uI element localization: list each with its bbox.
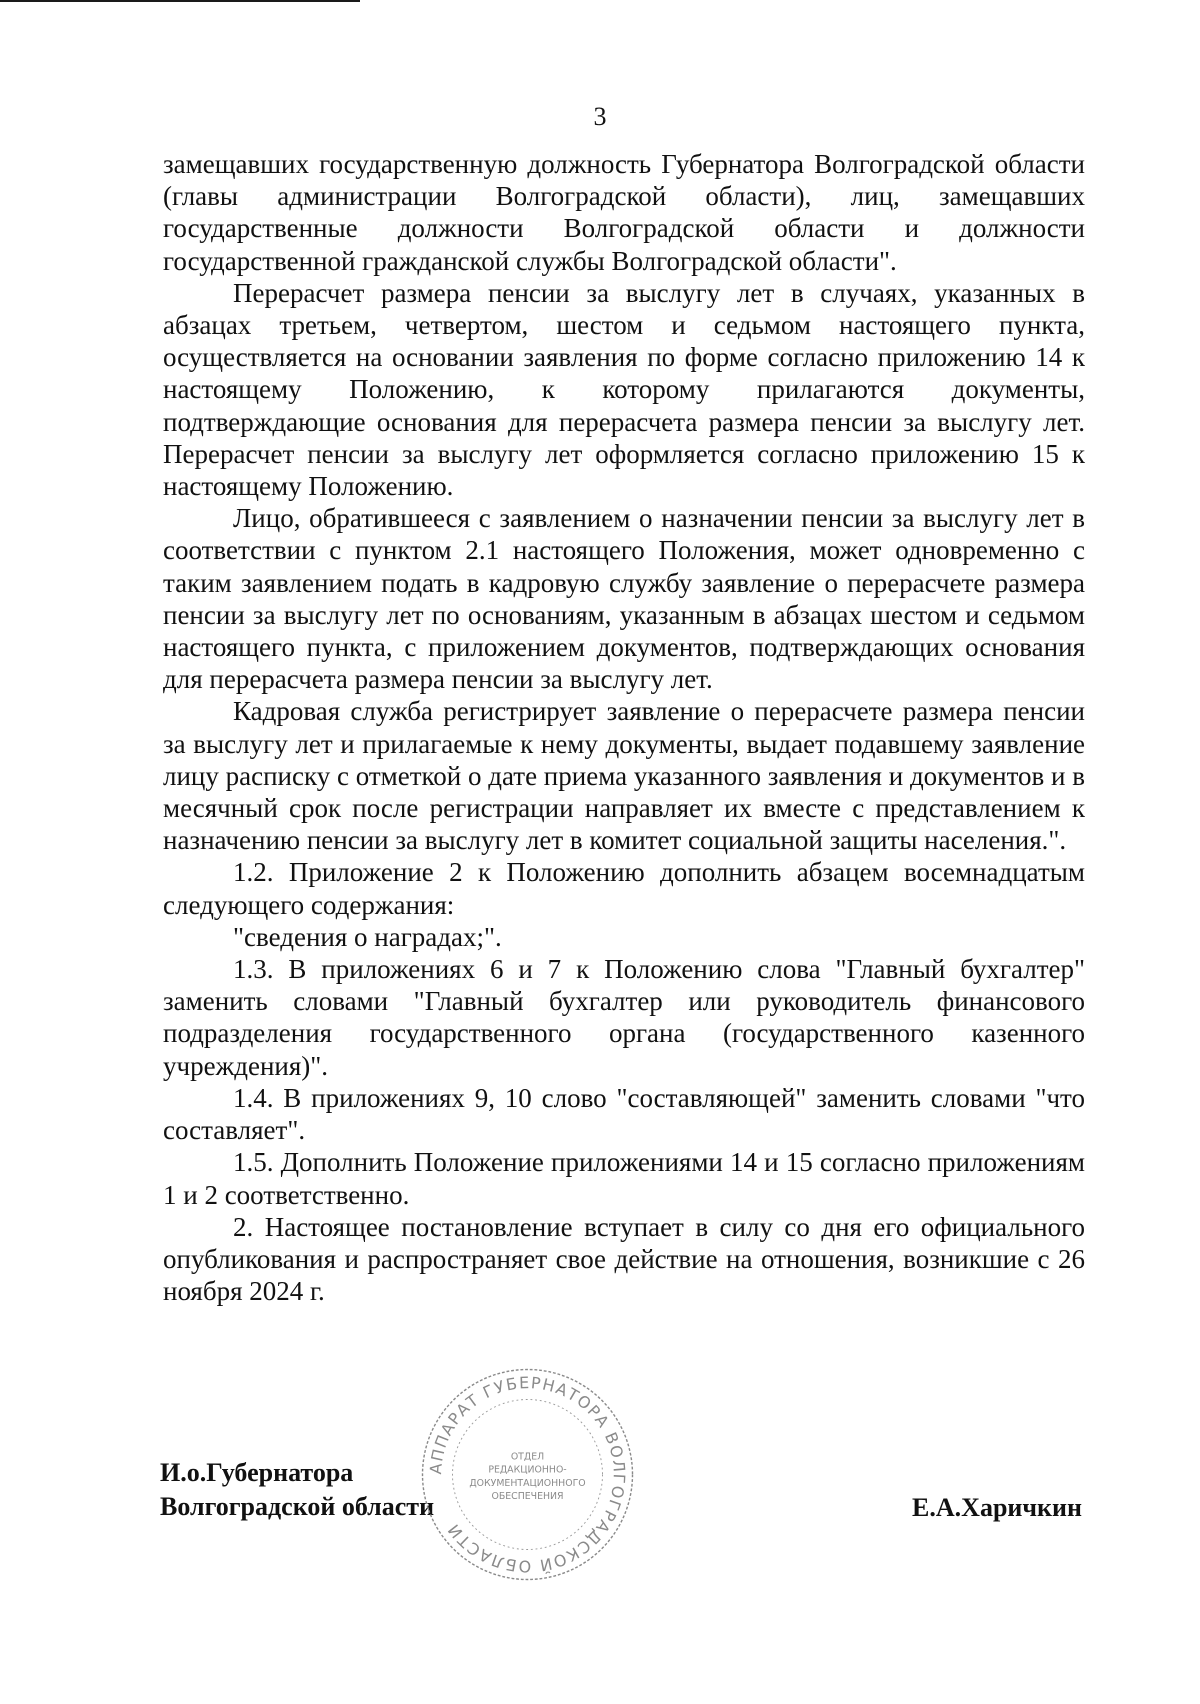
seal-inner-line: РЕДАКЦИОННО- <box>488 1464 567 1476</box>
paragraph: 1.3. В приложениях 6 и 7 к Положению слова "Главный бухгалтер" заменить словами "Главный бухгалтер или руководитель финансового подразделения государственного органа (государственного казенного учреждения)". <box>163 954 1085 1081</box>
signatory-position <box>160 1456 434 1524</box>
seal-inner-line: ДОКУМЕНТАЦИОННОГО <box>469 1477 586 1489</box>
official-seal <box>415 1362 640 1587</box>
page-number: 3 <box>593 102 607 131</box>
signatory-name: Е.А.Харичкин <box>912 1493 1082 1522</box>
paragraph: 1.4. В приложениях 9, 10 слово "составляющей" заменить словами "что составляет". <box>163 1082 1085 1146</box>
seal-inner-line: ОТДЕЛ <box>510 1451 545 1463</box>
paragraph: 2. Настоящее постановление вступает в силу со дня его официального опубликования и распространяет свое действие на отношения, возникшие с 26 ноября 2024 г. <box>163 1211 1085 1307</box>
paragraph: "сведения о наградах;". <box>233 921 502 952</box>
paragraph: 1.5. Дополнить Положение приложениями 14 и 15 согласно приложениям 1 и 2 соответственно. <box>163 1147 1085 1210</box>
paragraph: замещавших государственную должность Губернатора Волгоградской области (главы администрации Волгоградской области), лиц, замещавших государственные должности Волгоградской области и должности государственной гражданской службы Волгоградской области". <box>163 149 1085 276</box>
scan-edge-line <box>0 0 360 2</box>
signatory-position-line: И.о.Губернатора <box>160 1458 354 1487</box>
signatory-position-line: Волгоградской области <box>160 1492 435 1521</box>
paragraph: 1.2. Приложение 2 к Положению дополнить абзацем восемнадцатым следующего содержания: <box>163 857 1085 920</box>
paragraph: Перерасчет размера пенсии за выслугу лет в случаях, указанных в абзацах третьем, четвертом, шестом и седьмом настоящего пункта, осуществляется на основании заявления по форме согласно приложению 14 к настоящему Положению, к которому прилагаются документы, подтверждающие основания для перерасчета размера пенсии за выслугу лет. Перерасчет пенсии за выслугу лет оформляется согласно приложению 15 к настоящему Положению. <box>163 277 1085 502</box>
document-body <box>163 148 1085 1307</box>
paragraph: Лицо, обратившееся с заявлением о назначении пенсии за выслугу лет в соответствии с пунктом 2.1 настоящего Положения, может одновременно с таким заявлением подать в кадровую службу заявление о перерасчете размера пенсии за выслугу лет по основаниям, указанным в абзацах шестом и седьмом настоящего пункта, с приложением документов, подтверждающих основания для перерасчета размера пенсии за выслугу лет. <box>163 503 1085 695</box>
seal-outer-text: АППАРАТ ГУБЕРНАТОРА ВОЛГОГРАДСКОЙ ОБЛАСТИ <box>426 1373 629 1576</box>
seal-inner-line: ОБЕСПЕЧЕНИЯ <box>491 1490 564 1502</box>
paragraph: Кадровая служба регистрирует заявление о перерасчете размера пенсии за выслугу лет и прилагаемые к нему документы, выдает подавшему заявление лицу расписку с отметкой о дате приема указанного заявления и документов и в месячный срок после регистрации направляет их вместе с представлением к назначению пенсии за выслугу лет в комитет социальной защиты населения.". <box>163 696 1085 856</box>
